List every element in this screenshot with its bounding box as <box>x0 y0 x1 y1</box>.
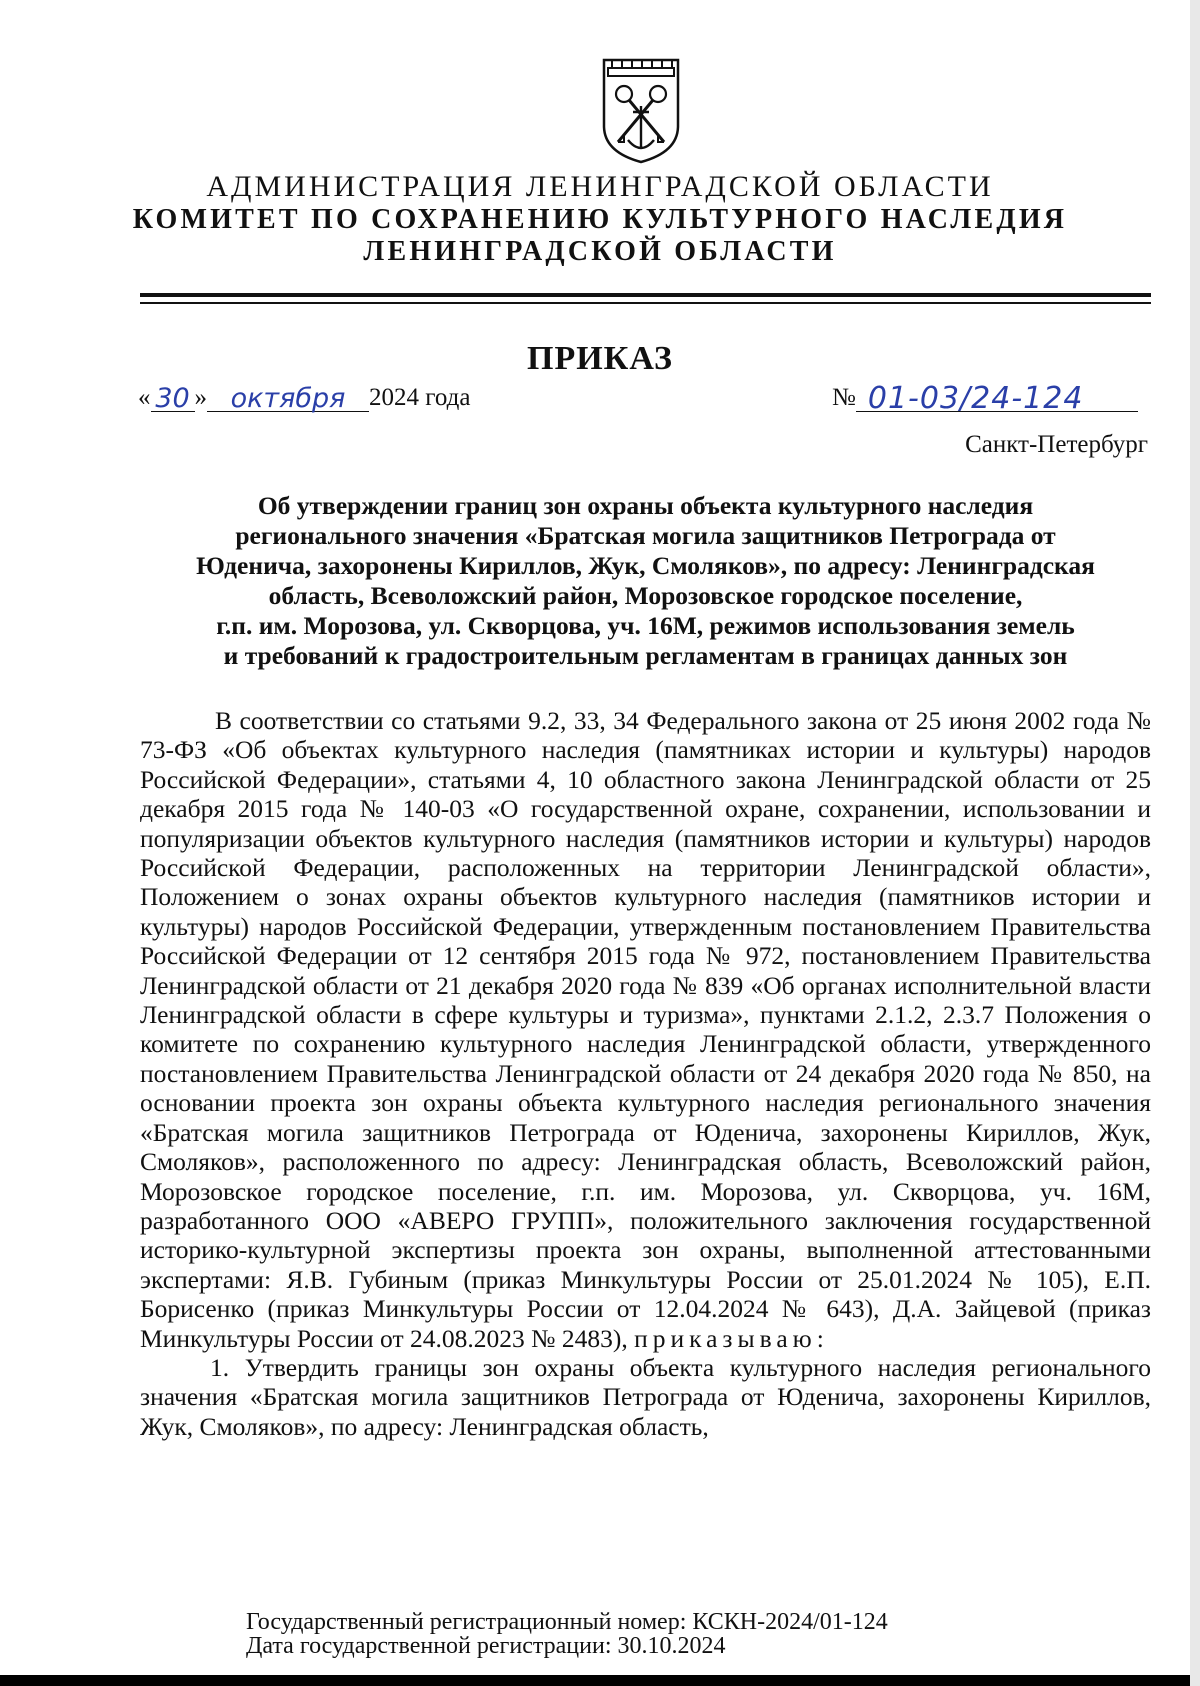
order-year: 2024 года <box>369 384 471 411</box>
scan-right-edge <box>1190 0 1200 1686</box>
order-title: ПРИКАЗ <box>527 340 673 377</box>
registration-number: Государственный регистрационный номер: КСКН-2024/01-124 <box>246 1609 888 1635</box>
subject-line: Юденича, захоронены Кириллов, Жук, Смоляков», по адресу: Ленинградская <box>196 551 1095 580</box>
order-body <box>140 706 1151 1441</box>
coat-of-arms-icon <box>598 56 684 166</box>
subject-line: регионального значения «Братская могила защитников Петрограда от <box>235 521 1056 550</box>
handwritten-day: 30 <box>151 383 195 412</box>
administration-header: АДМИНИСТРАЦИЯ ЛЕНИНГРАДСКОЙ ОБЛАСТИ <box>206 170 994 203</box>
registration-date: Дата государственной регистрации: 30.10.2024 <box>246 1633 726 1659</box>
header-divider-thick <box>140 293 1151 297</box>
order-item-1: 1. Утвердить границы зон охраны объекта культурного наследия регионального значения «Братская могила защитников Петрограда от Юденича, захоронены Кириллов, Жук, Смоляков», по адресу: Ленинградская область, <box>140 1352 1151 1441</box>
header-divider-thin <box>140 302 1151 304</box>
preamble-paragraph <box>140 706 1151 1353</box>
subject-line: и требований к градостроительным регламентам в границах данных зон <box>223 641 1068 670</box>
handwritten-order-number: 01-03/24-124 <box>856 381 1138 412</box>
order-number-line <box>832 381 1138 416</box>
subject-line: область, Всеволожский район, Морозовское городское поселение, <box>268 581 1023 610</box>
quote-close: » <box>194 384 207 411</box>
committee-header: КОМИТЕТ ПО СОХРАНЕНИЮ КУЛЬТУРНОГО НАСЛЕДИЯ <box>132 204 1068 235</box>
scan-bottom-border <box>0 1675 1200 1686</box>
order-subject <box>140 491 1151 671</box>
committee-header-region: ЛЕНИНГРАДСКОЙ ОБЛАСТИ <box>363 236 837 267</box>
order-date <box>138 383 470 412</box>
order-word: приказываю: <box>634 1323 829 1353</box>
subject-line: г.п. им. Морозова, ул. Скворцова, уч. 16М, режимов использования земель <box>216 611 1075 640</box>
registration-stamp <box>246 1610 888 1658</box>
subject-line: Об утверждении границ зон охраны объекта культурного наследия <box>257 491 1034 520</box>
quote-open: « <box>138 384 151 411</box>
handwritten-month: октября <box>207 383 369 412</box>
number-sign: № <box>832 384 856 411</box>
preamble-text: В соответствии со статьями 9.2, 33, 34 Федерального закона от 25 июня 2002 года № 73-ФЗ «Об объектах культурного наследия (памятниках истории и культуры) народов Российской Федерации», статьями 4, 10 областного закона Ленинградской области от 25 декабря 2015 года № 140-03 «О государственной охране, сохранении, использовании и популяризации объектов культурного наследия (памятников истории и культуры) народов Российской Федерации, расположенных на территории Ленинградской области», Положением о зонах охраны объектов культурного наследия (памятников истории и культуры) народов Российской Федерации, утвержденным постановлением Правительства Российской Федерации от 12 сентября 2015 года № 972, постановлением Правительства Ленинградской области от 21 декабря 2020 года № 839 «Об органах исполнительной власти Ленинградской области в сфере культуры и туризма», пунктами 2.1.2, 2.3.7 Положения о комитете по сохранению культурного наследия Ленинградской области, утвержденного постановлением Правительства Ленинградской области от 24 декабря 2020 года № 850, на основании проекта зон охраны объекта культурного наследия регионального значения «Братская могила защитников Петрограда от Юденича, захоронены Кириллов, Жук, Смоляков», расположенного по адресу: Ленинградская область, Всеволожский район, Морозовское городское поселение, г.п. им. Морозова, ул. Скворцова, уч. 16М, разработанного ООО «АВЕРО ГРУПП», положительного заключения государственной историко-культурной экспертизы проекта зон охраны, выполненной аттестованными экспертами: Я.В. Губиным (приказ Минкультуры России от 25.01.2024 № 105), Е.П. Борисенко (приказ Минкультуры России от 12.04.2024 № 643), Д.А. Зайцевой (приказ Минкультуры России от 24.08.2023 № 2483), <box>140 706 1151 1353</box>
city: Санкт-Петербург <box>965 431 1148 458</box>
